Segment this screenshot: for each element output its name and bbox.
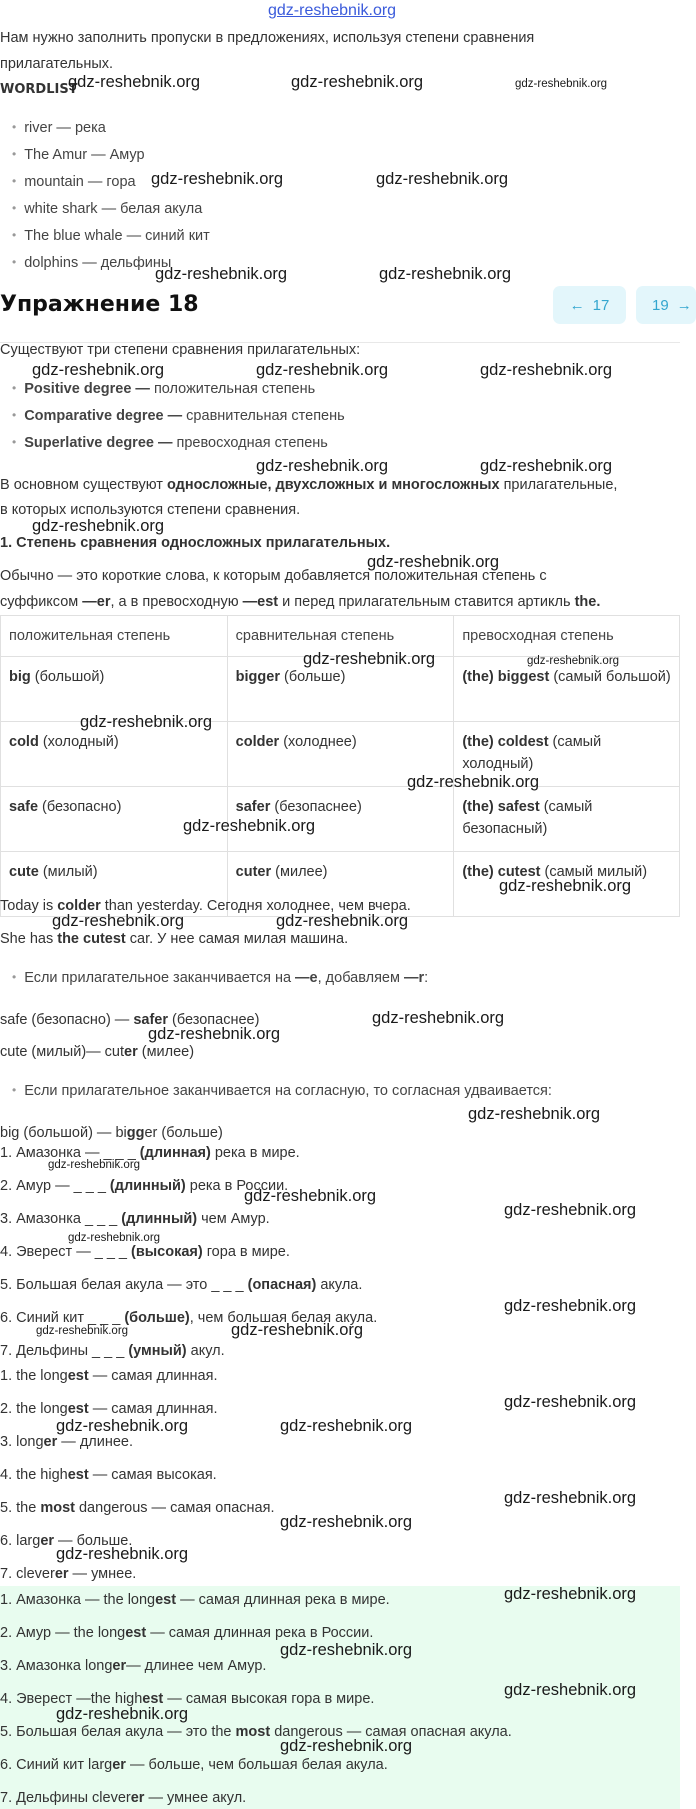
text: 6. larg [0,1533,41,1549]
cell-translation: (больше) [279,669,346,685]
text: 1. the long [0,1368,68,1384]
text: , а в превосходную [110,594,243,610]
watermark: gdz-reshebnik.org [276,912,409,930]
watermark: gdz-reshebnik.org [48,1159,141,1171]
prev-exercise-number: 17 [592,296,610,314]
text-bold: (длинный) [109,1178,186,1194]
text: 6. Синий кит _ _ _ [0,1310,125,1326]
text: er (больше) [144,1125,223,1141]
text-bold: er [40,1533,55,1549]
answer-line [0,1399,217,1419]
text: — самая высокая гора в мире. [163,1691,375,1707]
table-header: сравнительная степень [227,616,454,657]
task-line [0,1341,225,1361]
watermark: gdz-reshebnik.org [56,1545,189,1563]
text: акула. [316,1277,363,1293]
wordlist-item: • The blue whale — синий кит [12,225,210,246]
text: She has [0,931,58,947]
answer-line [0,1465,217,1485]
text: safe (безопасно) — [0,1012,134,1028]
text: 6. Синий кит larg [0,1757,113,1773]
final-line [0,1590,390,1610]
cell-translation: (большой) [30,669,105,685]
watermark: gdz-reshebnik.org [256,457,389,475]
text: cute (милый)— cut [0,1044,125,1060]
watermark: gdz-reshebnik.org [36,1325,129,1337]
final-line [0,1722,512,1742]
section-title: 1. Степень сравнения односложных прилагательных. [0,535,391,551]
watermark: gdz-reshebnik.org [372,1009,505,1027]
degree-item [12,432,328,453]
watermark: gdz-reshebnik.org [244,1187,377,1205]
watermark: gdz-reshebnik.org [231,1321,364,1339]
watermark: gdz-reshebnik.org [303,650,436,668]
text-bold: односложные, двухсложных и многосложных [166,477,500,493]
table-header: превосходная степень [454,616,680,657]
text: 7. clever [0,1566,55,1582]
text: — самая длинная река в России. [146,1625,374,1641]
text: than yesterday. Сегодня холоднее, чем вчера. [100,898,411,914]
watermark: gdz-reshebnik.org [480,361,613,379]
para2-line2 [0,592,600,612]
text: и перед прилагательным ставится артикль [278,594,575,610]
watermark: gdz-reshebnik.org [367,553,500,571]
degree-en: Positive degree — [24,381,150,397]
table-header: положительная степень [1,616,228,657]
text-bold: safer [133,1012,168,1028]
text-bold: the. [574,594,601,610]
watermark: gdz-reshebnik.org [504,1585,637,1603]
watermark: gdz-reshebnik.org [480,457,613,475]
watermark: gdz-reshebnik.org [504,1489,637,1507]
watermark: gdz-reshebnik.org [52,912,185,930]
wordlist-item: • dolphins — дельфины [12,252,171,273]
text: , добавляем [317,970,404,986]
cell-word: bigger [235,669,280,685]
text-bold: (больше) [124,1310,190,1326]
text-bold: est [125,1625,147,1641]
text: чем Амур. [197,1211,270,1227]
watermark: gdz-reshebnik.org [527,655,620,667]
text-bold: —est [242,594,279,610]
text-bold: er [43,1434,58,1450]
text: — самая длинная река в мире. [176,1592,390,1608]
text: В основном существуют [0,477,167,493]
next-exercise-button[interactable] [636,286,696,324]
table-cell [1,657,228,722]
final-line [0,1788,246,1808]
cell-translation: (милее) [271,864,328,880]
text: — длинее чем Амур. [126,1658,267,1674]
text-bold: est [67,1368,89,1384]
text: 5. Большая белая акула — это _ _ _ [0,1277,248,1293]
final-line [0,1623,373,1643]
text: — самая длинная. [88,1368,218,1384]
cell-word: safe [9,799,39,815]
watermark: gdz-reshebnik.org [183,817,316,835]
text: Today is [0,898,58,914]
cell-translation: (самый холодный) [462,734,602,772]
text-bold: est [67,1467,89,1483]
final-line [0,1755,388,1775]
degree-ru: сравнительная степень [182,408,345,424]
text-bold: est [155,1592,177,1608]
cell-word: safer [235,799,271,815]
cell-word: colder [235,734,280,750]
watermark: gdz-reshebnik.org [155,265,288,283]
text: 5. the [0,1500,41,1516]
text: 4. Эверест — _ _ _ [0,1244,132,1260]
text-bold: (умный) [128,1343,187,1359]
wordlist-title: WORDLIST [0,82,78,97]
degree-ru: положительная степень [149,381,316,397]
text-bold: the cutest [57,931,126,947]
text: 2. Амур — _ _ _ [0,1178,110,1194]
text: : [424,970,429,986]
text-bold: est [142,1691,164,1707]
text: (милее) [137,1044,195,1060]
cell-word: (the) cutest [462,864,541,880]
watermark: gdz-reshebnik.org [148,1025,281,1043]
text: — самая высокая. [88,1467,217,1483]
text: 2. the long [0,1401,68,1417]
degree-item [12,378,315,399]
text-bold: (высокая) [131,1244,203,1260]
cell-translation: (холоднее) [279,734,357,750]
text: , чем большая белая акула. [189,1310,378,1326]
text: 7. Дельфины _ _ _ [0,1343,129,1359]
cell-word: cuter [235,864,272,880]
degree-item [12,405,345,426]
para2-line1: Обычно — это короткие слова, к которым добавляется положительная степень с [0,568,547,584]
wordlist-item: • mountain — гора [12,171,136,192]
text: 3. Амазонка _ _ _ [0,1211,122,1227]
watermark: gdz-reshebnik.org [280,1641,413,1659]
example-line [0,1123,223,1143]
arrow-left-icon: ← [569,296,585,314]
task-line [0,1143,300,1163]
text-bold: most [235,1724,271,1740]
watermark: gdz-reshebnik.org [291,73,424,91]
wordlist-item: • river — река [12,117,106,138]
text: 4. Эверест —the high [0,1691,143,1707]
watermark: gdz-reshebnik.org [280,1417,413,1435]
cell-translation: (безопасно) [38,799,122,815]
rule-item [12,967,428,988]
watermark: gdz-reshebnik.org [504,1201,637,1219]
watermark: gdz-reshebnik.org [504,1297,637,1315]
watermark: gdz-reshebnik.org [151,170,284,188]
text-bold: most [40,1500,75,1516]
degree-en: Comparative degree — [24,408,183,424]
answer-line [0,1498,275,1518]
text: 5. Большая белая акула — это the [0,1724,236,1740]
text-bold: er [112,1658,127,1674]
prev-exercise-button[interactable] [553,286,626,324]
watermark: gdz-reshebnik.org [499,877,632,895]
watermark: gdz-reshebnik.org [68,73,201,91]
arrow-right-icon: → [676,296,692,314]
text-bold: er [112,1757,126,1773]
cell-translation: (безопаснее) [270,799,362,815]
text: — самая длинная. [88,1401,218,1417]
next-exercise-number: 19 [652,296,669,314]
intro-text-2: прилагательных. [0,56,114,72]
text: car. У нее самая милая машина. [125,931,349,947]
watermark: gdz-reshebnik.org [280,1513,413,1531]
table-row [1,787,680,852]
text-bold: (длинный) [121,1211,198,1227]
answer-line [0,1366,217,1386]
watermark: gdz-reshebnik.org [407,773,540,791]
text-bold: —r [404,970,425,986]
example-line [0,1042,194,1062]
degree-ru: превосходная степень [172,435,328,451]
watermark: gdz-reshebnik.org [56,1417,189,1435]
watermark: gdz-reshebnik.org [32,361,165,379]
cell-word: cold [9,734,39,750]
text-bold: er [54,1566,69,1582]
intro-text-1: Нам нужно заполнить пропуски в предложениях, используя степени сравнения [0,30,535,46]
cell-word: (the) biggest [462,669,550,685]
cell-word: big [9,669,31,685]
text-bold: (длинная) [139,1145,211,1161]
text: big (большой) — bi [0,1125,127,1141]
watermark: gdz-reshebnik.org [379,265,512,283]
text: Если прилагательное заканчивается на [24,970,296,986]
text: 2. Амур — the long [0,1625,126,1641]
text: — больше. [54,1533,133,1549]
text: — умнее акул. [144,1790,247,1806]
degrees-intro: Существуют три степени сравнения прилагательных: [0,342,361,358]
text: dangerous — самая опасная. [74,1500,275,1516]
text: прилагательные, [499,477,618,493]
watermark: gdz-reshebnik.org [32,517,165,535]
text: суффиксом [0,594,83,610]
example-line [0,929,348,949]
text: (безопаснее) [168,1012,260,1028]
cell-translation: (милый) [38,864,98,880]
cell-word: (the) safest [462,799,540,815]
text: dangerous — самая опасная акула. [270,1724,512,1740]
cell-word: (the) coldest [462,734,549,750]
text: 4. the high [0,1467,68,1483]
cell-translation: (самый безопасный) [462,799,593,837]
text-bold: —er [82,594,111,610]
text-bold: er [130,1790,145,1806]
text-bold: est [67,1401,89,1417]
text: река в России. [185,1178,289,1194]
task-line [0,1242,290,1262]
para1-line1 [0,475,617,495]
para1-line2: в которых используются степени сравнения. [0,502,301,518]
text: акул. [186,1343,225,1359]
cell-translation: (самый милый) [540,864,648,880]
cell-word: cute [9,864,39,880]
text: — больше, чем большая белая акула. [125,1757,388,1773]
task-line [0,1275,362,1295]
watermark: gdz-reshebnik.org [504,1393,637,1411]
text: — длинее. [57,1434,134,1450]
watermark: gdz-reshebnik.org [468,1105,601,1123]
table-cell [454,787,680,852]
watermark: gdz-reshebnik.org [376,170,509,188]
watermark: gdz-reshebnik.org [68,1232,161,1244]
degree-en: Superlative degree — [24,435,173,451]
text: река в мире. [210,1145,300,1161]
wordlist-item: • The Amur — Амур [12,144,145,165]
watermark: gdz-reshebnik.org [515,78,608,90]
text: 3. Амазонка long [0,1658,113,1674]
watermark: gdz-reshebnik.org [56,1705,189,1723]
exercise-title: Упражнение 18 [0,292,199,317]
answer-line [0,1564,136,1584]
text-bold: colder [57,898,101,914]
text: — умнее. [68,1566,137,1582]
watermark: gdz-reshebnik.org [504,1681,637,1699]
task-line [0,1209,270,1229]
watermark: gdz-reshebnik.org [280,1737,413,1755]
watermark: gdz-reshebnik.org [256,361,389,379]
text: гора в мире. [202,1244,290,1260]
text-bold: er [124,1044,138,1060]
final-line [0,1656,266,1676]
text: 7. Дельфины clever [0,1790,131,1806]
text: 1. Амазонка — the long [0,1592,156,1608]
watermark: gdz-reshebnik.org [80,713,213,731]
text-bold: gg [126,1125,145,1141]
rule-item: • Если прилагательное заканчивается на согласную, то согласная удваивается: [12,1080,552,1101]
cell-translation: (холодный) [38,734,119,750]
cell-translation: (самый большой) [549,669,671,685]
wordlist-item: • white shark — белая акула [12,198,202,219]
site-link[interactable]: gdz-reshebnik.org [268,2,397,19]
text-bold: —e [295,970,318,986]
text: 1. Амазонка — _ _ _ [0,1145,140,1161]
text-bold: (опасная) [247,1277,317,1293]
text: 3. long [0,1434,44,1450]
